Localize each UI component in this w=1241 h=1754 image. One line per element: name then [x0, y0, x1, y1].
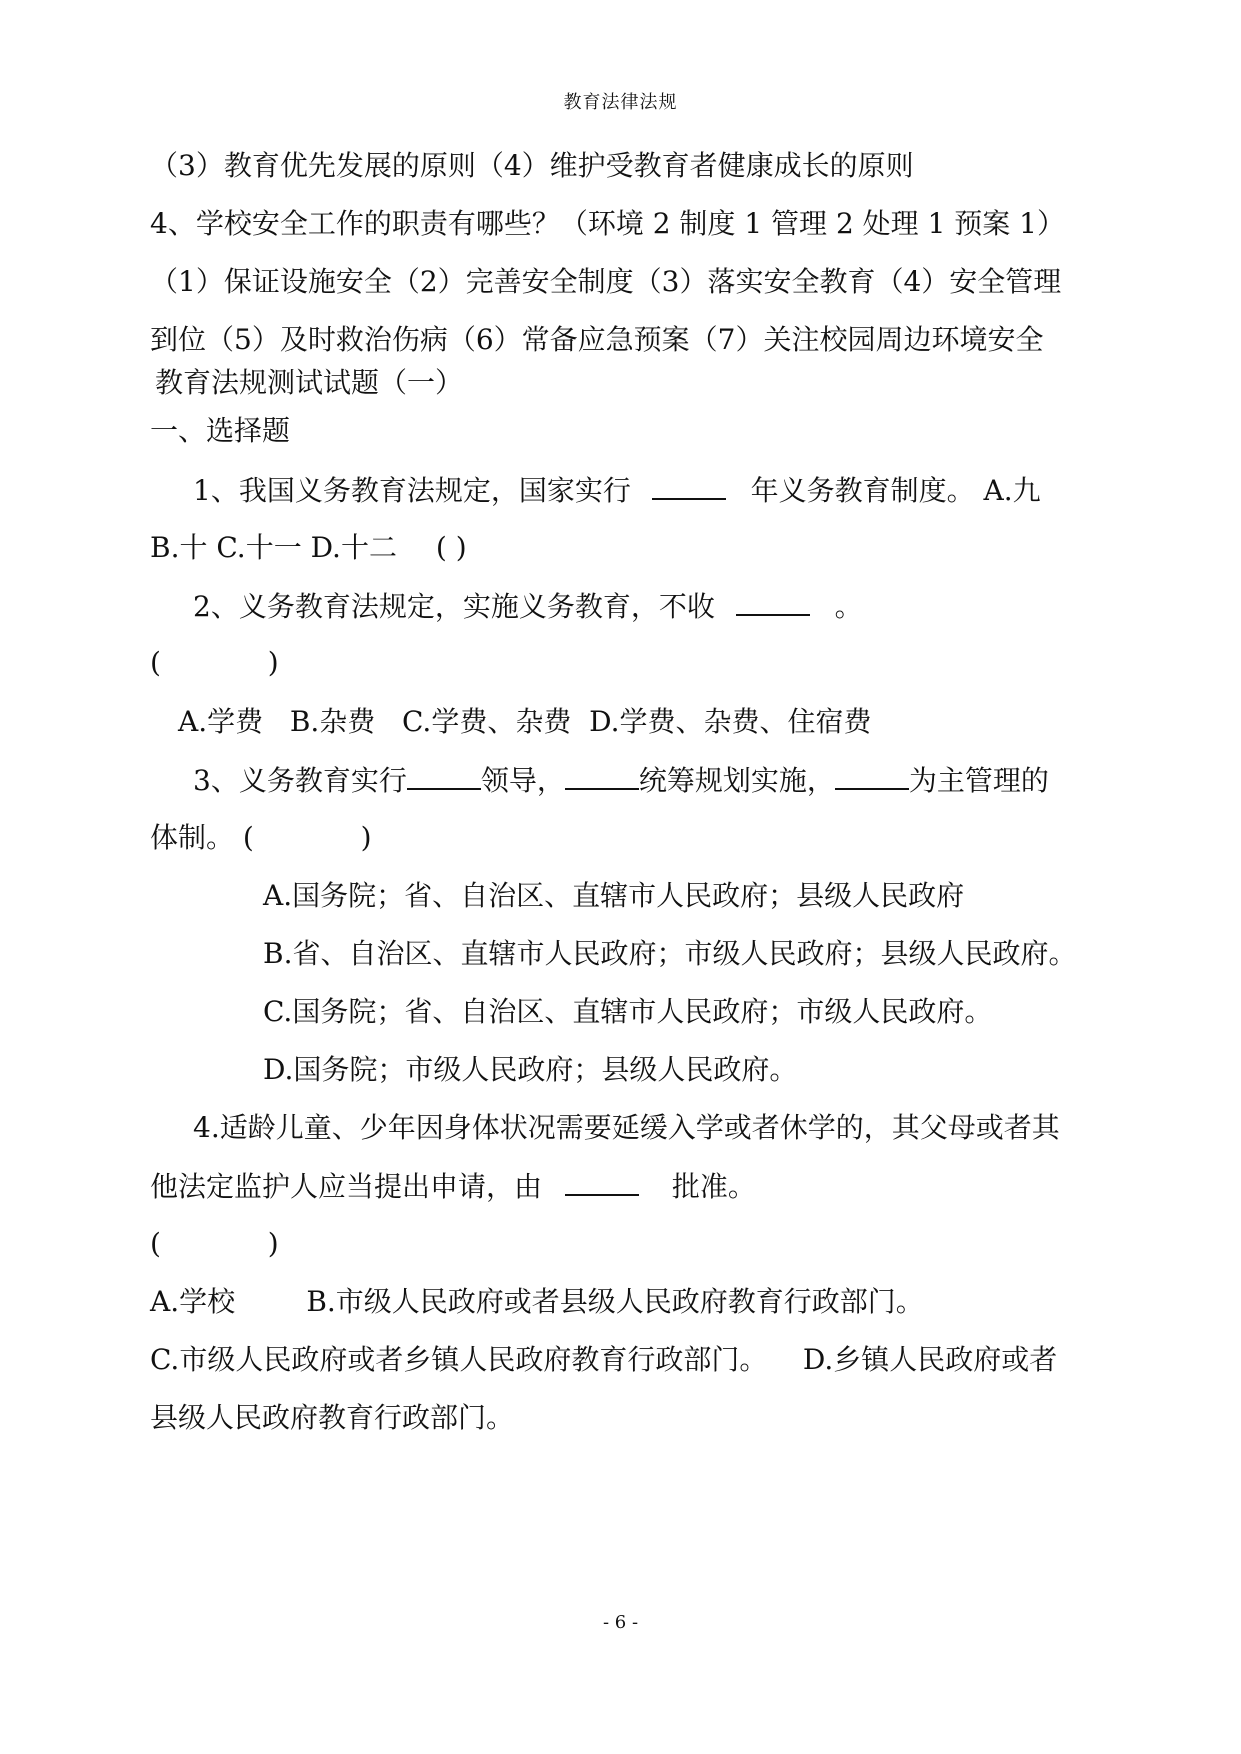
mc1-stem-text-a: 1、我国义务教育法规定，国家实行 [193, 474, 631, 507]
mc1-answer-blank [652, 472, 726, 500]
mc2-stem-text-b: 。 [834, 590, 863, 623]
mc4-stem-line-1: 4.适龄儿童、少年因身体状况需要延缓入学或者休学的，其父母或者其 [193, 1111, 1060, 1144]
mc2-stem [193, 588, 863, 625]
test-title: 教育法规测试试题（一） [155, 366, 464, 399]
mc3-blank-2 [565, 762, 639, 790]
mc3-stem [193, 762, 1049, 799]
mc4-stem-text-b: 批准。 [671, 1170, 756, 1203]
mc3-stem-text-a: 3、义务教育实行 [193, 764, 407, 797]
question-4-answer-line-1: （1）保证设施安全（2）完善安全制度（3）落实安全教育（4）安全管理 [150, 265, 1062, 298]
mc3-blank-3 [835, 762, 909, 790]
mc3-stem-continuation: 体制。 ( ) [150, 821, 372, 854]
mc1-stem-text-b: 年义务教育制度。 A.九 [750, 474, 1041, 507]
mc1-answer-parentheses: ( ) [435, 531, 467, 564]
mc2-answer-blank [736, 588, 810, 616]
running-header: 教育法律法规 [563, 92, 678, 113]
principles-continuation: （3）教育优先发展的原则（4）维护受教育者健康成长的原则 [150, 149, 914, 182]
mc1-options-line [150, 530, 467, 566]
mc4-option-d-continuation: 县级人民政府教育行政部门。 [150, 1401, 515, 1434]
mc3-option-a: A.国务院；省、自治区、直辖市人民政府；县级人民政府 [263, 879, 965, 912]
mc4-answer-blank [565, 1168, 639, 1196]
question-4-answer-line-2: 到位（5）及时救治伤病（6）常备应急预案（7）关注校园周边环境安全 [150, 323, 1044, 356]
mc3-stem-text-b: 领导， [480, 764, 565, 797]
mc3-option-c: C.国务院；省、自治区、直辖市人民政府；市级人民政府。 [263, 995, 993, 1028]
mc3-option-b: B.省、自治区、直辖市人民政府；市级人民政府；县级人民政府。 [263, 937, 1077, 970]
section-title: 一、选择题 [150, 414, 291, 447]
mc3-blank-1 [407, 762, 481, 790]
mc2-stem-text-a: 2、义务教育法规定，实施义务教育，不收 [193, 590, 715, 623]
mc4-options-cd: C.市级人民政府或者乡镇人民政府教育行政部门。 D.乡镇人民政府或者 [150, 1343, 1058, 1376]
mc4-options-ab: A.学校 B.市级人民政府或者县级人民政府教育行政部门。 [150, 1285, 924, 1318]
mc3-stem-text-c: 统筹规划实施， [638, 764, 835, 797]
mc3-option-d: D.国务院；市级人民政府；县级人民政府。 [263, 1053, 798, 1086]
question-4-heading: 4、学校安全工作的职责有哪些？（环境 2 制度 1 管理 2 处理 1 预案 1） [150, 207, 1065, 240]
mc1-options: B.十 C.十一 D.十二 [150, 531, 397, 564]
page-number: - 6 - [602, 1612, 639, 1633]
mc3-stem-text-d: 为主管理的 [908, 764, 1049, 797]
mc4-stem-line-2 [150, 1168, 756, 1205]
mc2-options: A.学费 B.杂费 C.学费、杂费 D.学费、杂费、住宿费 [178, 705, 872, 738]
mc4-answer-parentheses: ( ) [150, 1227, 279, 1260]
mc4-stem-text-a: 他法定监护人应当提出申请，由 [150, 1170, 543, 1203]
mc2-answer-parentheses: ( ) [150, 646, 279, 679]
mc1-stem [193, 472, 1041, 509]
